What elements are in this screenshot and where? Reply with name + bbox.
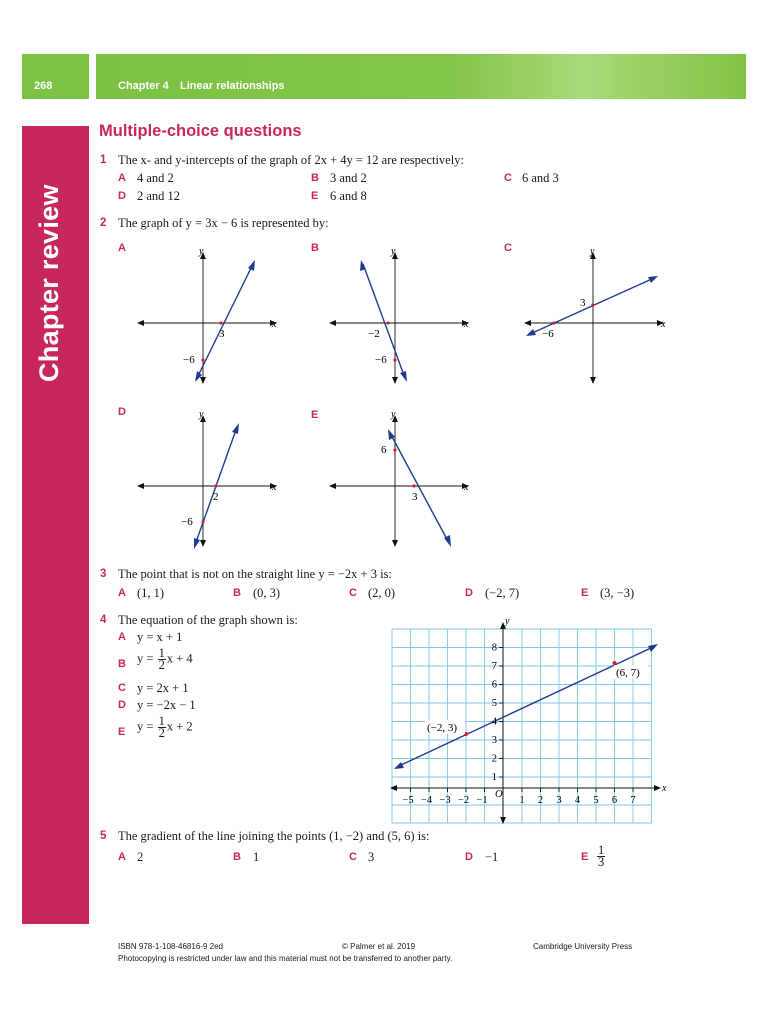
q1-stem: The x- and y-intercepts of the graph of 2x + 4y = 12 are respectively:	[118, 153, 464, 167]
origin-label: O	[495, 789, 503, 800]
q1-number: 1	[100, 154, 107, 166]
q4-option-letter: C	[118, 682, 126, 694]
q3-option-letter: D	[465, 587, 473, 599]
q5-option-text[interactable]: 3	[368, 850, 375, 864]
q1-option-text[interactable]: 6 and 3	[522, 171, 559, 185]
q4-option-letter: E	[118, 726, 126, 738]
denominator: 2	[158, 658, 165, 672]
q5-option-text[interactable]: 2	[137, 850, 144, 864]
q2-graph-letter: A	[118, 242, 126, 254]
axis-label: y	[199, 409, 204, 420]
q2-graph-letter: C	[504, 242, 512, 254]
q3-stem: The point that is not on the straight line y = −2x + 3 is:	[118, 567, 392, 581]
x-tick-label: 1	[519, 795, 525, 806]
q2-graph-letter: E	[311, 409, 319, 421]
equation-lhs: y =	[137, 651, 154, 666]
x-tick-label: −3	[439, 795, 451, 806]
axis-label: y	[590, 246, 595, 257]
intercept-label: −6	[375, 354, 387, 366]
point-label: (−2, 3)	[427, 722, 458, 734]
equation-rhs: x + 4	[166, 651, 193, 666]
q5-option-letter: D	[465, 851, 473, 863]
section-heading: Multiple-choice questions	[99, 122, 302, 140]
axis-label: x	[464, 319, 469, 330]
x-tick-label: −2	[457, 795, 470, 806]
intercept-label: 3	[580, 297, 586, 309]
q2-number: 2	[100, 217, 107, 229]
q3-option-text[interactable]: (0, 3)	[253, 586, 281, 600]
denominator: 3	[598, 855, 605, 869]
axis-label: x	[661, 319, 666, 330]
q1-option-letter: C	[504, 172, 512, 184]
point-label: (6, 7)	[616, 667, 640, 679]
q5-option-e[interactable]	[596, 845, 606, 868]
q5-number: 5	[100, 830, 107, 842]
numerator: 1	[598, 843, 605, 857]
q4-option-b[interactable]	[137, 648, 193, 671]
q3-option-text[interactable]: (2, 0)	[368, 586, 396, 600]
q5-stem: The gradient of the line joining the points (1, −2) and (5, 6) is:	[118, 829, 430, 843]
denominator: 2	[158, 726, 165, 740]
x-tick-label: −1	[476, 795, 488, 806]
q5-option-letter: E	[581, 851, 589, 863]
q1-option-text[interactable]: 4 and 2	[137, 171, 174, 185]
x-tick-label: 3	[556, 795, 562, 806]
q2-graph-d[interactable]	[133, 405, 288, 550]
q4-option-text[interactable]: y = x + 1	[137, 630, 183, 644]
fraction	[158, 648, 166, 671]
q4-option-e[interactable]	[137, 716, 193, 739]
intercept-label: −6	[183, 354, 195, 366]
x-tick-label: 7	[630, 795, 636, 806]
intercept-label: −6	[181, 516, 193, 528]
intercept-label: −6	[542, 328, 554, 340]
q4-option-letter: D	[118, 699, 126, 711]
q1-option-text[interactable]: 6 and 8	[330, 189, 367, 203]
q3-option-text[interactable]: (−2, 7)	[485, 586, 520, 600]
q4-option-text[interactable]: y = 2x + 1	[137, 681, 189, 695]
q5-option-letter: A	[118, 851, 126, 863]
q1-option-letter: D	[118, 190, 126, 202]
x-tick-label: −4	[420, 795, 433, 806]
q2-stem: The graph of y = 3x − 6 is represented by:	[118, 216, 329, 230]
header-bar	[96, 54, 746, 99]
intercept-label: 3	[219, 328, 225, 340]
q5-option-text[interactable]: −1	[485, 850, 499, 864]
q4-option-text[interactable]: y = −2x − 1	[137, 698, 196, 712]
chapter-title: Linear relationships	[180, 80, 285, 92]
page-number-tab	[22, 54, 89, 99]
numerator: 1	[158, 646, 165, 660]
q4-option-letter: B	[118, 658, 126, 670]
page-number: 268	[34, 80, 53, 92]
x-tick-label: 2	[537, 795, 544, 806]
equation-rhs: x + 2	[166, 719, 193, 734]
q1-option-text[interactable]: 3 and 2	[330, 171, 367, 185]
numerator: 1	[158, 714, 165, 728]
q3-option-letter: E	[581, 587, 589, 599]
q2-graph-e[interactable]	[325, 405, 480, 550]
x-tick-label: 4	[574, 795, 581, 806]
footer-notice: Photocopying is restricted under law and this material must not be transferred to another party.	[118, 954, 453, 963]
axis-label: y	[199, 246, 204, 257]
y-tick-label: 5	[491, 698, 497, 709]
q1-option-letter: B	[311, 172, 319, 184]
y-tick-label: 7	[491, 661, 497, 672]
axis-label: x	[662, 783, 667, 794]
q2-graph-b[interactable]	[325, 242, 480, 387]
q1-option-letter: A	[118, 172, 126, 184]
axis-label: x	[272, 319, 277, 330]
y-tick-label: 2	[491, 753, 497, 765]
q2-graph-letter: B	[311, 242, 319, 254]
q3-number: 3	[100, 568, 107, 580]
q1-option-text[interactable]: 2 and 12	[137, 189, 181, 203]
q2-graph-letter: D	[118, 406, 126, 418]
footer-publisher: Cambridge University Press	[533, 942, 633, 951]
q4-grid-graph[interactable]	[385, 612, 675, 824]
y-tick-label: 3	[491, 735, 497, 746]
fraction	[158, 716, 166, 739]
q4-option-letter: A	[118, 631, 126, 643]
q3-option-letter: B	[233, 587, 241, 599]
q3-option-text[interactable]: (3, −3)	[600, 586, 635, 600]
x-tick-label: 5	[593, 795, 599, 806]
fraction	[597, 845, 605, 868]
intercept-label: 2	[213, 491, 219, 503]
q2-graph-c[interactable]	[520, 242, 675, 387]
intercept-label: −2	[368, 328, 380, 340]
q4-number: 4	[100, 614, 107, 626]
axis-label: y	[391, 409, 396, 420]
axis-label: x	[464, 482, 469, 493]
footer-isbn: ISBN 978-1-108-46816-9 2ed	[118, 942, 223, 951]
intercept-label: 3	[412, 491, 418, 503]
y-tick-label: 8	[491, 642, 497, 654]
intercept-label: 6	[381, 444, 387, 456]
x-tick-label: 6	[611, 795, 618, 806]
q5-option-letter: C	[349, 851, 357, 863]
q5-option-text[interactable]: 1	[253, 850, 260, 864]
axis-label: y	[505, 616, 510, 627]
y-tick-label: 4	[491, 716, 497, 728]
q3-option-letter: A	[118, 587, 126, 599]
q3-option-text[interactable]: (1, 1)	[137, 586, 165, 600]
y-tick-label: 1	[491, 772, 497, 783]
x-tick-label: −5	[402, 795, 414, 806]
q2-graph-a[interactable]	[133, 242, 288, 387]
q1-option-letter: E	[311, 190, 319, 202]
q3-option-letter: C	[349, 587, 357, 599]
axis-label: x	[272, 482, 277, 493]
footer-copyright: © Palmer et al. 2019	[342, 942, 416, 951]
y-tick-label: 6	[491, 679, 497, 691]
q5-option-letter: B	[233, 851, 241, 863]
chapter-label: Chapter 4	[118, 80, 169, 92]
equation-lhs: y =	[137, 719, 154, 734]
q4-stem: The equation of the graph shown is:	[118, 613, 298, 627]
sidebar-title: Chapter review	[34, 184, 64, 382]
axis-label: y	[391, 246, 396, 257]
